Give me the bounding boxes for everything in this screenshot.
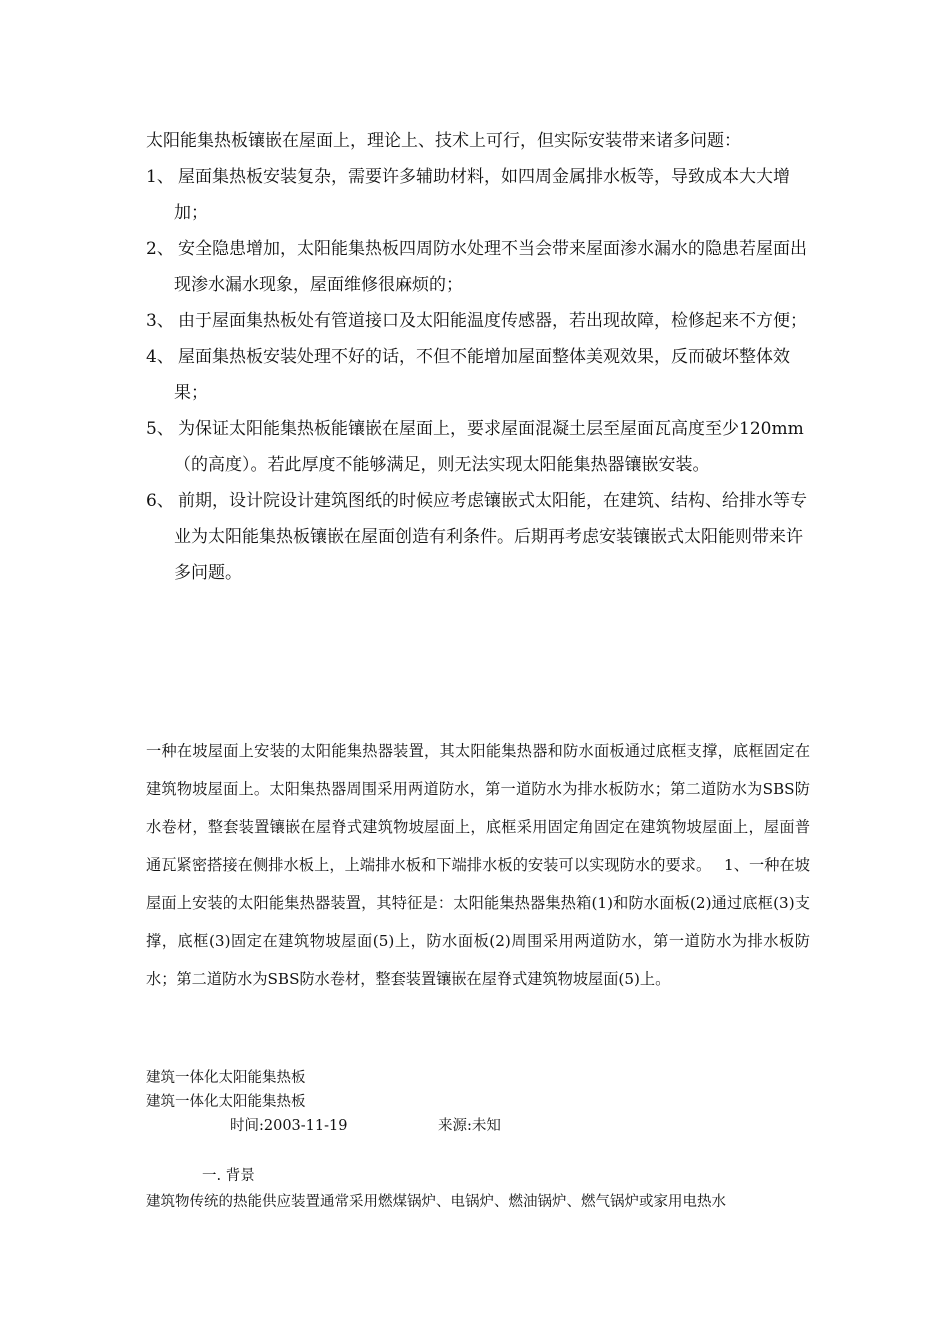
list-item — [146, 159, 814, 231]
article-subtitle: 建筑一体化太阳能集热板 — [146, 1094, 306, 1110]
article-title: 建筑一体化太阳能集热板 — [146, 1070, 306, 1086]
list-item — [146, 411, 814, 483]
list-item — [146, 231, 814, 303]
section-heading: 一. 背景 — [202, 1168, 255, 1184]
list-item-number: 5、 — [146, 419, 174, 439]
section-body: 建筑物传统的热能供应装置通常采用燃煤锅炉、电锅炉、燃油锅炉、燃气锅炉或家用电热水 — [146, 1194, 726, 1210]
list-item — [146, 483, 814, 591]
list-item-number: 4、 — [146, 347, 174, 367]
list-item-text: 屋面集热板安装处理不好的话，不但不能增加屋面整体美观效果，反而破坏整体效果； — [174, 347, 790, 403]
list-item — [146, 303, 814, 339]
article-source: 来源:未知 — [438, 1118, 501, 1134]
list-item-number: 6、 — [146, 491, 174, 511]
problem-list — [146, 159, 814, 591]
article-meta — [146, 1114, 810, 1140]
list-item-text: 屋面集热板安装复杂，需要许多辅助材料，如四周金属排水板等，导致成本大大增加； — [174, 167, 790, 223]
abstract-paragraph: 一种在坡屋面上安装的太阳能集热器装置，其太阳能集热器和防水面板通过底框支撑，底框固定在建筑物坡屋面上。太阳集热器周围采用两道防水，第一道防水为排水板防水；第二道防水为SBS防水卷材，整套装置镶嵌在屋脊式建筑物坡屋面上，底框采用固定角固定在建筑物坡屋面上，屋面普通瓦紧密搭接在侧排水板上，上端排水板和下端排水板的安装可以实现防水的要求。 1、一种在坡屋面上安装的太阳能集热器装置，其特征是：太阳能集热器集热箱(1)和防水面板(2)通过底框(3)支撑，底框(3)固定在建筑物坡屋面(5)上，防水面板(2)周围采用两道防水，第一道防水为排水板防水；第二道防水为SBS防水卷材，整套装置镶嵌在屋脊式建筑物坡屋面(5)上。 — [146, 742, 810, 988]
list-item-text: 前期，设计院设计建筑图纸的时候应考虑镶嵌式太阳能，在建筑、结构、给排水等专业为太阳能集热板镶嵌在屋面创造有利条件。后期再考虑安装镶嵌式太阳能则带来许多问题。 — [174, 491, 807, 583]
article-time: 时间:2003-11-19 — [230, 1118, 348, 1134]
list-item-text: 为保证太阳能集热板能镶嵌在屋面上，要求屋面混凝土层至屋面瓦高度至少120mm（的高度）。若此厚度不能够满足，则无法实现太阳能集热器镶嵌安装。 — [174, 419, 804, 475]
list-item-number: 1、 — [146, 167, 174, 187]
list-item — [146, 339, 814, 411]
list-item-number: 3、 — [146, 311, 174, 331]
list-item-text: 安全隐患增加，太阳能集热板四周防水处理不当会带来屋面渗水漏水的隐患若屋面出现渗水漏水现象，屋面维修很麻烦的； — [174, 239, 807, 295]
intro-paragraph: 太阳能集热板镶嵌在屋面上，理论上、技术上可行，但实际安装带来诸多问题： — [146, 131, 741, 151]
article-header — [146, 1066, 810, 1140]
list-item-number: 2、 — [146, 239, 174, 259]
list-item-text: 由于屋面集热板处有管道接口及太阳能温度传感器，若出现故障，检修起来不方便； — [178, 311, 807, 331]
